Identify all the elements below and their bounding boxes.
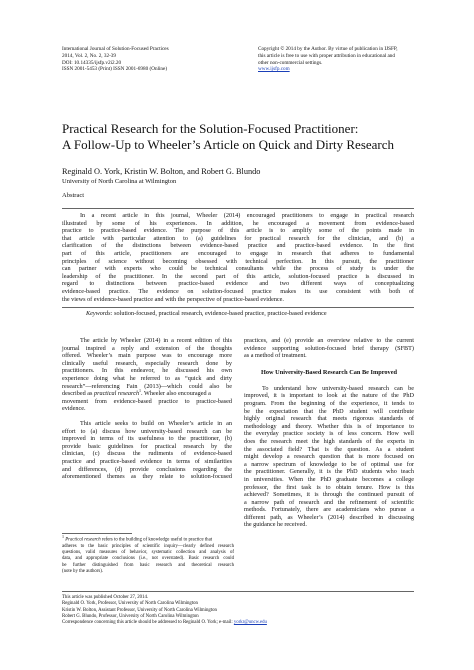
section-heading: How University-Based Research Can Be Improved — [260, 368, 398, 376]
journal-name: International Journal of Solution-Focused Practices — [62, 46, 169, 52]
phd-line: improved, it is important to look at the nature of the PhD — [244, 392, 414, 400]
abstract-line: clarification of the distinctions between evidence-based practice and practice-based evidence. In the first — [62, 242, 414, 250]
copyright-line-2: this article is free to use with proper attribution in educational and — [258, 52, 395, 59]
title-line-1: Practical Research for the Solution-Focused Practitioner: — [62, 121, 359, 136]
intro-line: experience doing what he referred to as “quick and dirty — [62, 374, 232, 382]
article-notes — [62, 595, 414, 626]
journal-doi: DOI: 10.14335/ijsfp.v2i2.20 — [62, 59, 122, 66]
purpose-line: clinician, (c) discuss the rudiments of evidence-based — [62, 450, 232, 458]
purpose-line: aforementioned themes as they relate to solution-focused — [62, 473, 232, 481]
abstract-line: practice to practice-based evidence. The purpose of this article is to amplify some of the points made in — [62, 227, 414, 235]
intro-line: clinically useful research, especially research done by — [62, 359, 232, 367]
footnote-line: adheres to the basic principles of scientific inquiry—clearly defined research — [62, 543, 234, 549]
phd-line: does the research meet the high standards of the experts in — [244, 437, 414, 445]
affiliation: University of North Carolina at Wilmington — [62, 178, 177, 185]
author-list: Reginald O. York, Kristin W. Bolton, and Robert G. Blundo — [62, 167, 261, 176]
abstract-line: regard to distinctions between practice-based evidence and two different ways of conceptualizing — [62, 280, 414, 288]
text-segment: refers to the building of knowledge useful to practice that — [100, 537, 213, 543]
email-link[interactable]: yorkr@uncw.edu — [233, 620, 267, 626]
right-column — [244, 337, 414, 529]
abstract-line: In a recent article in this journal, Wheeler (2014) encouraged practitioners to engage in practical research — [80, 212, 414, 219]
footnote-body — [62, 544, 234, 575]
continuation-line: as a method of treatment. — [244, 352, 307, 360]
abstract-line: illustrated by some of his experiences. In addition, he encouraged a movement from evidence-based — [62, 219, 414, 227]
author-note-york: Reginald O. York, Professor, University of North Carolina Wilmington — [62, 601, 198, 607]
abstract-line: can partner with experts who could be technical consultants while the process of study is under the — [62, 265, 414, 273]
copyright-notice — [258, 46, 428, 73]
phd-line: a narrow path of research and the refinement of scientific — [244, 498, 414, 506]
abstract-heading: Abstract — [62, 192, 85, 199]
abstract-line: that article with particular attention to (a) guidelines for practical research for the clinician, and (b) a — [62, 234, 414, 242]
intro-line: practitioners. In this endeavor, he discussed his own — [62, 367, 232, 375]
footnote-number: 1 — [62, 534, 64, 539]
intro-line: The article by Wheeler (2014) in a recent edition of this — [80, 337, 232, 344]
journal-info — [62, 46, 232, 73]
journal-url-link[interactable]: www.ijsfp.com — [258, 66, 290, 73]
phd-line: highly original research that meets rigorous standards of — [244, 415, 414, 423]
abstract-line: leadership of the practitioner. In the second part of this article, solution-focused practice is discussed in — [62, 272, 414, 280]
phd-paragraph — [244, 385, 414, 529]
keywords-text: solution-focused, practical research, evidence-based practice, practice-based evidence — [114, 310, 327, 317]
abstract-line: the views of evidence-based practice and with the perspective of practice-based evidence. — [62, 295, 284, 303]
published-date: This article was published October 27, 2014. — [62, 595, 149, 600]
article-title — [62, 121, 422, 153]
abstract-top-divider — [62, 208, 414, 209]
purpose-line: effort to (a) discuss how university-based research can be — [62, 427, 232, 435]
phd-line: be the expectation that the PhD student will contribute — [244, 407, 414, 415]
footnote-divider — [62, 533, 132, 534]
phd-line: program. From the beginning of the experience, it tends to — [244, 399, 414, 407]
footnote-ref[interactable]: 1 — [139, 388, 142, 394]
text-segment: . Wheeler also encouraged a — [141, 390, 211, 398]
phd-line: To understand how university-based research can be — [262, 384, 414, 392]
intro-continuation — [244, 337, 414, 360]
purpose-line: This article seeks to build on Wheeler’s article in an — [80, 419, 232, 427]
phd-line: the everyday practice society is of less concern. How well — [244, 430, 414, 438]
left-column — [62, 337, 232, 481]
author-note-blundo: Robert G. Blundo, Professor, University of North Carolina Wilmington — [62, 613, 199, 619]
phd-line: the associated field? That is the question. As a student — [244, 445, 414, 453]
purpose-paragraph — [62, 420, 232, 481]
intro-line: offered. Wheeler’s main purpose was to encourage more — [62, 352, 232, 360]
phd-line: different path, as Wheeler’s (2014) described in discussing — [244, 513, 414, 521]
purpose-line: and differences, (d) provide conclusions regarding the — [62, 465, 232, 473]
intro-line-practical-research — [62, 390, 232, 398]
practical-research-term: practical research — [93, 390, 140, 398]
footnote-line-1 — [62, 534, 234, 544]
phd-line: professor, the first task is to obtain tenure. How is this — [244, 483, 414, 491]
author-note-bolton: Kristin W. Bolton, Assistant Professor, University of North Carolina Wilmington — [62, 607, 217, 613]
bottom-divider — [62, 591, 414, 592]
abstract-line: evidence-based practice. The evidence on solution-focused practice makes its use consistent with both of — [62, 287, 414, 295]
copyright-line-1: Copyright © 2014 by the Author. By virtue of publication in IJSFP, — [258, 46, 398, 52]
intro-paragraph-tail — [62, 398, 232, 413]
abstract-line: principles of science without becoming obsessed with technical perfection. In this pursuit, the practitioner — [62, 257, 414, 265]
journal-issn: ISSN 2001-5453 (Print) ISSN 2001-6980 (Online) — [62, 66, 168, 73]
correspondence — [62, 620, 414, 626]
footnote-term: Practical research — [65, 537, 101, 543]
phd-line: methods. Fortunately, there are academicians who pursue a — [244, 506, 414, 514]
intro-line: journal inspired a reply and extension of the thoughts — [62, 344, 232, 352]
text-segment: Correspondence concerning this article should be addressed to Reginald O. York; e-mail: — [62, 620, 234, 626]
abstract-line: part of this article, practitioners are encouraged to engage in research that adheres to fundamental — [62, 249, 414, 257]
continuation-line: practices, and (e) provide an overview relative to the current — [244, 337, 414, 344]
footnote-line: questions, valid measures of behavior, systematic collection and analysis of — [62, 550, 234, 556]
abstract-text — [62, 212, 414, 303]
continuation-line: evidence supporting solution-focused brief therapy (SFBT) — [244, 344, 414, 352]
phd-line: in universities. When the PhD graduate becomes a college — [244, 475, 414, 483]
phd-line: methodology and theory. Whether this is of importance to — [244, 422, 414, 430]
footnote-line: be further distinguished from basic research and theoretical research — [62, 562, 234, 568]
keywords — [86, 310, 416, 318]
footnote — [62, 534, 234, 575]
phd-line: the practitioner. Generally, it is the PhD students who teach — [244, 468, 414, 476]
intro-paragraph — [62, 337, 232, 390]
phd-line: the guidance he received. — [244, 521, 307, 529]
purpose-line: practice and practice-based evidence in terms of similarities — [62, 457, 232, 465]
phd-line: a narrow spectrum of knowledge to be of optimal use for — [244, 460, 414, 468]
phd-line: achieved? Sometimes, it is through the continued pursuit of — [244, 491, 414, 499]
intro-line: evidence. — [62, 405, 86, 413]
copyright-line-3: other non-commercial settings. — [258, 59, 323, 66]
abstract-bottom-divider — [62, 307, 414, 308]
purpose-line: provide basic guidelines for practical research by the — [62, 442, 232, 450]
footnote-line: (note by the authors). — [62, 569, 104, 575]
phd-line: might develop a research question that is more focused on — [244, 453, 414, 461]
intro-line: movement from evidence-based practice to practice-based — [62, 397, 232, 405]
title-line-2: A Follow-Up to Wheeler’s Article on Quick and Dirty Research — [62, 137, 395, 152]
purpose-line: improved in terms of its usefulness to the practitioner, (b) — [62, 435, 232, 443]
intro-line: research”—referencing Fain (2013)—which could also be — [62, 382, 232, 390]
journal-volume: 2014, Vol. 2, No. 2, 32-39 — [62, 52, 116, 59]
keywords-label: Keywords: — [86, 310, 113, 317]
footnote-line: data, and appropriate conclusions (i.e., not overstated). Basic research could — [62, 556, 234, 562]
text-segment: described as — [62, 390, 94, 398]
